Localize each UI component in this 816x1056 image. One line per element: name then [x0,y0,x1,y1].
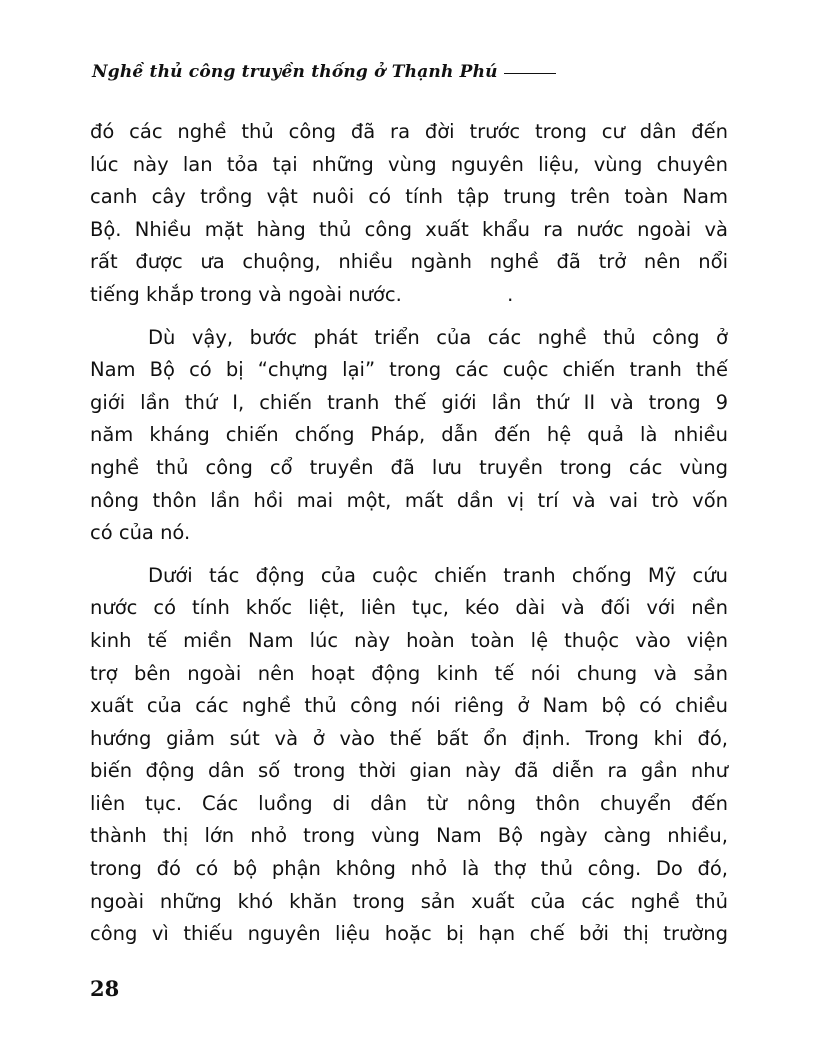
text-line: năm kháng chiến chống Pháp, dẫn đến hệ quả là nhiều [90,423,728,447]
text-line: tiếng khắp trong và ngoài nước. . [90,282,514,306]
text-line: nước có tính khốc liệt, liên tục, kéo dài và đối với nền [90,596,728,620]
paragraph-3 [90,560,728,951]
header-rule [504,73,556,74]
running-title: Nghề thủ công truyền thống ở Thạnh Phú [92,62,498,82]
text-line: Nam Bộ có bị “chựng lại” trong các cuộc chiến tranh thế [90,358,728,382]
paragraph-2 [90,322,728,550]
text-line: kinh tế miền Nam lúc này hoàn toàn lệ thuộc vào viện [90,628,728,652]
running-header [92,62,556,82]
body-text [90,116,728,961]
text-line: rất được ưa chuộng, nhiều ngành nghề đã trở nên nổi [90,250,728,274]
text-line: ngoài những khó khăn trong sản xuất của các nghề thủ [90,889,728,913]
text-line: lúc này lan tỏa tại những vùng nguyên liệu, vùng chuyên [90,152,728,176]
text-line: Dưới tác động của cuộc chiến tranh chống Mỹ cứu [148,563,728,587]
text-line: xuất của các nghề thủ công nói riêng ở Nam bộ có chiều [90,694,728,718]
text-line: liên tục. Các luồng di dân từ nông thôn chuyển đến [90,791,728,815]
page-number: 28 [90,976,120,1001]
text-line: có của nó. [90,521,191,545]
text-line: trong đó có bộ phận không nhỏ là thợ thủ công. Do đó, [90,857,728,881]
text-line: trợ bên ngoài nên hoạt động kinh tế nói chung và sản [90,661,728,685]
text-line: thành thị lớn nhỏ trong vùng Nam Bộ ngày càng nhiều, [90,824,728,848]
text-line: canh cây trồng vật nuôi có tính tập trung trên toàn Nam [90,185,728,209]
text-line: biến động dân số trong thời gian này đã diễn ra gần như [90,759,728,783]
text-line: Bộ. Nhiều mặt hàng thủ công xuất khẩu ra nước ngoài và [90,217,728,241]
text-line: giới lần thứ I, chiến tranh thế giới lần thứ II và trong 9 [90,390,728,414]
text-line: hướng giảm sút và ở vào thế bất ổn định. Trong khi đó, [90,726,728,750]
text-line: Dù vậy, bước phát triển của các nghề thủ công ở [148,325,728,349]
text-line: nghề thủ công cổ truyền đã lưu truyền trong các vùng [90,455,728,479]
text-line: nông thôn lần hồi mai một, mất dần vị trí và vai trò vốn [90,488,728,512]
text-line: đó các nghề thủ công đã ra đời trước trong cư dân đến [90,120,728,143]
text-line: công vì thiếu nguyên liệu hoặc bị hạn chế bởi thị trường [90,922,728,946]
paragraph-1 [90,116,728,312]
